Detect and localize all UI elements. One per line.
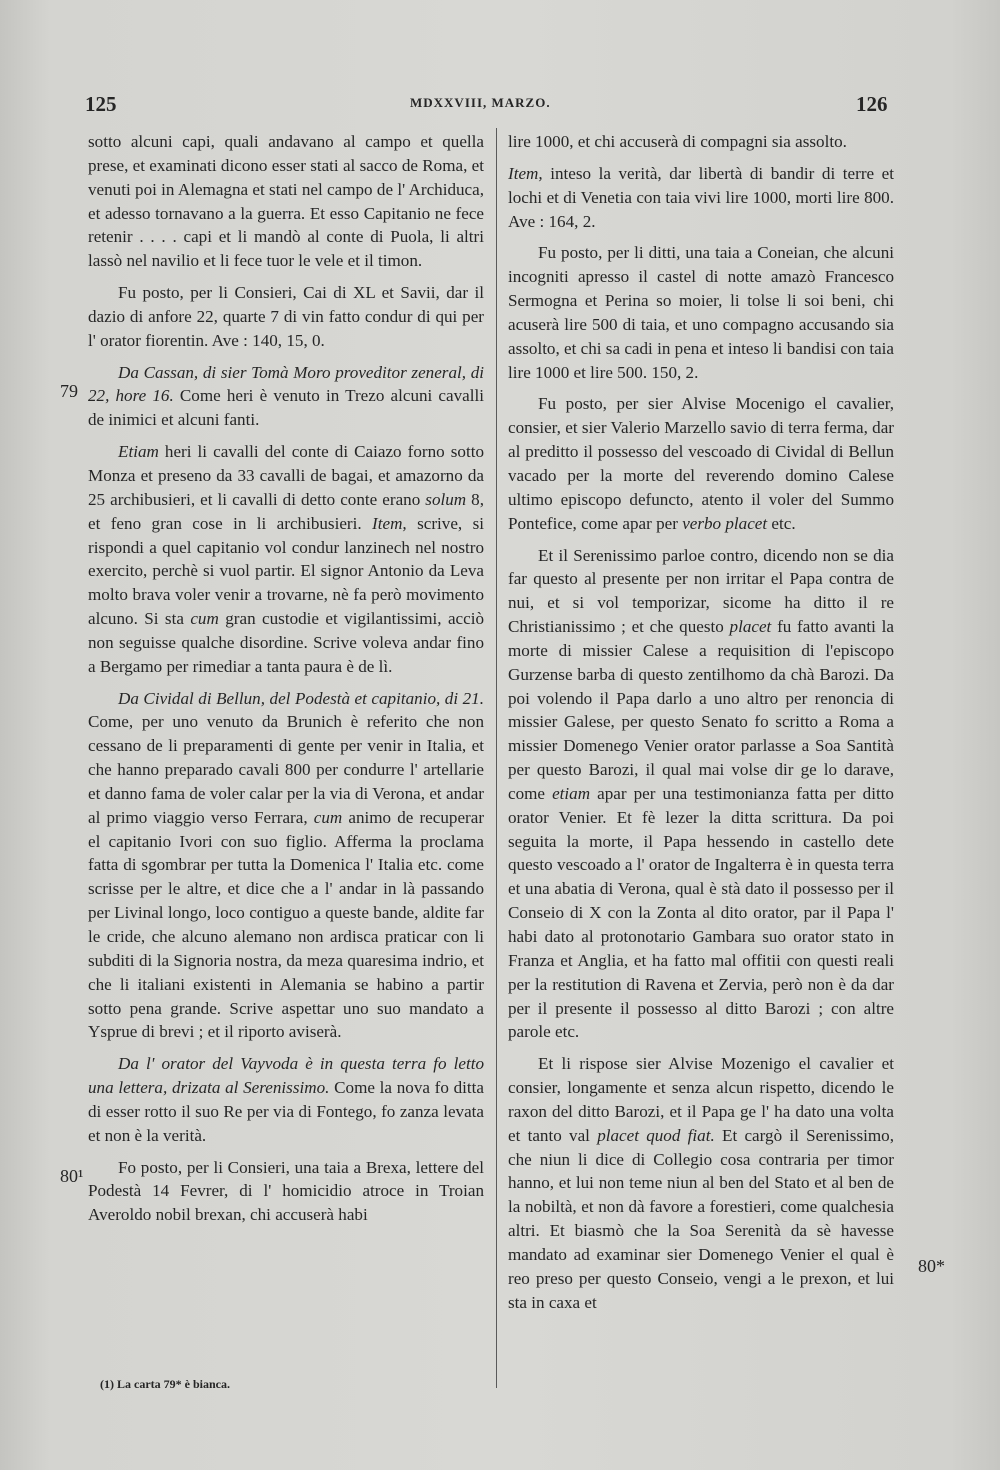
paragraph-text: Et li rispose sier Alvise Mozenigo el cavalier et consier, longamente et senza alcun rispetto, dicendo le raxon del ditto Barozi, et il Papa ge l' ha dato una volta et tanto val bbox=[508, 1054, 894, 1145]
paragraph-text: Come la nova fo ditta di esser rotto il suo Re per via di Fontego, fo zanza levata et non è la verità. bbox=[88, 1078, 485, 1145]
paragraph bbox=[508, 392, 894, 535]
paragraph-text: heri li cavalli del conte di Caiazo forno sotto Monza et preseno da 33 cavalli de bagai, et amazorno da 25 archibusieri, et li cavalli di detto conte erano bbox=[88, 442, 484, 509]
left-page-number: 125 bbox=[85, 92, 117, 116]
italic-word: placet quod fiat. bbox=[597, 1125, 715, 1145]
right-page-number: 126 bbox=[856, 92, 888, 116]
paragraph bbox=[508, 162, 894, 234]
running-title: MDXXVIII, MARZO. bbox=[410, 95, 551, 110]
paragraph-text: fu fatto avanti la morte di missier Calese a requisition di l'episcopo Gurzense barba di questo zentilhomo da chà Barozi. Da poi volendo il Papa darlo a uno altro per renoncia di missier Galese, per questo Senato fo scritto a Roma a missier Domenego Venier orator parlasse a Soa Santità per questo Barozi, il qual mai volse dir ge lo darave, come bbox=[508, 617, 894, 803]
paragraph-text: 8, et feno gran cose in li archibusieri. bbox=[88, 489, 485, 533]
paragraph bbox=[88, 440, 484, 678]
italic-word: etiam bbox=[552, 783, 591, 803]
paragraph-text: animo de recuperar el capitanio Ivori con suo figlio. Afferma la proclama fatta di sgombrar per tutta la Domenica l' Italia etc. come scrisse per le altre, et dice che a l' andar in là passando per Livinal longo, loco contiguo a queste bande, aldite far le cride, che alcuno alemano non ardisca praticar con li subditi di la Signoria nostra, da meza quaresima indrio, et che li italiani existenti in Alemania se habino a partir sotto pena grande. Scrive aspettar uno suo mandato a Ysprue di brevi ; et il riporto aviserà. bbox=[88, 807, 485, 1042]
paragraph-text: Come heri è venuto in Trezo alcuni cavalli de inimici et alcuni fanti. bbox=[88, 386, 484, 430]
paragraph-text: apar per una testimonianza fatta per ditto orator Venier. Et fè lezer la ditta scrittura. Da poi seguita la morte, il Papa hessendo in castello dete questo vescoado a l' orator de Ingalterra è in questa terra et una abatia di Verona, qual è stà dato il possesso per il Conseio di X con la Zonta al dito orator, par il Papa l' habi dato al protonotario Gambara suo orator stato in Franza et Anglia, et ha fatto mal offitii con questi reali per la restitution di Ravena et Zervia, però non è da dar per il presente il possesso al ditto Barozi ; con altre parole etc. bbox=[508, 783, 894, 1042]
paragraph: Fu posto, per li ditti, una taia a Coneian, che alcuni incogniti apresso il castel di notte amazò Francesco Sermogna et Perina so moier, li tolse li soi beni, chi acuserà lire 500 di taia, et uno compagno accusando sia assolto, et chi sa cadi in pena et inteso li bandisi con taia lire 1000 et lire 500. 150, 2. bbox=[508, 243, 894, 382]
italic-word: Item, bbox=[372, 513, 407, 533]
paragraph-text: scrive, si rispondi a quel capitanio vol condur lanzinech nel nostro exercito, perchè si vuol partir. El signor Antonio da Leva molto brava voler venir a trovarne, nè fa però movimento alcuno. Si sta bbox=[88, 513, 484, 629]
italic-word: placet bbox=[729, 617, 772, 637]
italic-word: cum bbox=[313, 807, 343, 827]
italic-heading: Da l' orator del Vayvoda è in questa terra fo letto una lettera, drizata al Serenissimo. bbox=[88, 1054, 484, 1098]
paragraph bbox=[88, 687, 484, 1045]
paragraph bbox=[508, 544, 894, 1045]
paragraph: Fu posto, per li Consieri, Cai di XL et Savii, dar il dazio di anfore 22, quarte 7 di vin fatto condur di qui per l' orator fiorentin. Ave : 140, 15, 0. bbox=[88, 283, 484, 350]
italic-heading: Da Cividal di Bellun, del Podestà et capitanio, di 21. bbox=[118, 688, 484, 708]
margin-note-80-right: 80* bbox=[918, 1256, 945, 1276]
paragraph-text: Come, per uno venuto da Brunich è referito che non cessano de li preparamenti di gente per venir in Italia, et che hanno preparado cavali 800 per condurre l' artellarie et danno fama de voler calar per la via di Verona, et andar al primo viaggio verso Ferrara, bbox=[88, 712, 484, 827]
italic-word: verbo placet bbox=[682, 513, 768, 533]
left-column bbox=[88, 130, 484, 1235]
italic-heading: Da Cassan, di sier Tomà Moro proveditor zeneral, di 22, hore 16. bbox=[88, 362, 484, 406]
paragraph-text: inteso la verità, dar libertà di bandir di terre et lochi et di Venetia con taia vivi lire 1000, morti lire 800. Ave : 164, 2. bbox=[508, 163, 894, 231]
paragraph-text: Fu posto, per sier Alvise Mocenigo el cavalier, consier, et sier Valerio Marzello savio di terra ferma, dar al preditto il possesso del vescoado di Cividal di Bellun vacado per la morte del reverendo domino Calese ultimo episcopo defuncto, atento il voler del Summo Pontefice, come apar per bbox=[508, 394, 894, 533]
right-column bbox=[508, 130, 894, 1323]
italic-word: cum bbox=[190, 609, 219, 629]
paragraph bbox=[508, 1052, 894, 1314]
italic-word: solum bbox=[425, 489, 467, 509]
page-header bbox=[0, 92, 1000, 116]
footnote: (1) La carta 79* è bianca. bbox=[100, 1377, 230, 1391]
paragraph-text: Et cargò il Serenissimo, che niun li dice di Collegio cosa contraria per timor hanno, et lui non teme niun al ben del Stato et al ben de la nobiltà, et non dà favore a forestieri, come qualchesia altri. Et biasmò che la Soa Serenità da sè havesse mandato ad examinar sier Domenego Venier el qual è reo preso per questo Conseio, vengi a le prexon, et lui sta in caxa et bbox=[508, 1125, 894, 1312]
paragraph-text: gran custodie et vigilantissimi, acciò non seguisse qualche disordine. Scrive voleva andar fino a Bergamo per rimediar a tanta paura è de lì. bbox=[88, 609, 484, 676]
paragraph bbox=[88, 1052, 484, 1147]
paragraph-text: etc. bbox=[767, 513, 796, 533]
paragraph: Fo posto, per li Consieri, una taia a Brexa, lettere del Podestà 14 Fevrer, di l' homicidio atroce in Troian Averoldo nobil brexan, chi accuserà habi bbox=[88, 1157, 484, 1225]
margin-note-80-left: 80¹ bbox=[60, 1166, 84, 1186]
margin-note-79: 79 bbox=[60, 381, 78, 401]
paragraph bbox=[88, 361, 484, 433]
paragraph-text: Et il Serenissimo parloe contro, dicendo non se dia far questo al presente per non irritar el Papa contra de nui, et si vol temporizar, sicome ha ditto il re Christianissimo ; et che questo bbox=[508, 545, 894, 637]
italic-word: Item, bbox=[508, 163, 543, 183]
paragraph: sotto alcuni capi, quali andavano al campo et quella prese, et examinati dicono esser stati al sacco de Roma, et venuti poi in Alemagna et stati nel campo de l' Archiduca, et adesso tornavano a la guerra. Et esso Capitanio ne fece retenir . . . . capi et li mandò al conte di Puola, li altri lassò nel navilio et li fece tuor le vele et il timon. bbox=[88, 132, 484, 271]
paragraph: lire 1000, et chi accuserà di compagni sia assolto. bbox=[508, 132, 847, 151]
column-divider bbox=[496, 128, 497, 1388]
italic-word: Etiam bbox=[118, 442, 159, 462]
